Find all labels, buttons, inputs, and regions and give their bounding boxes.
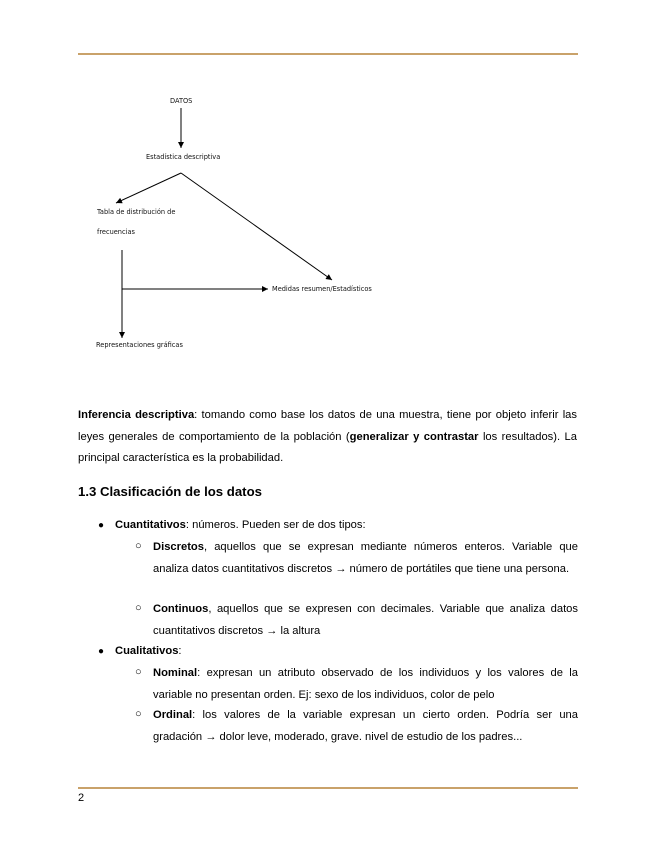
inferencia-term: Inferencia descriptiva: [78, 409, 195, 421]
label-datos: DATOS: [170, 97, 193, 105]
section-title: 1.3 Clasificación de los datos: [78, 484, 262, 499]
circle-bullet-icon: ○: [135, 602, 142, 614]
list-item-nominal: ○ Nominal: expresan un atributo observado de los individuos y los valores de la variable no presentan orden. Ej: sexo de los individuos, color de pelo: [135, 663, 578, 706]
arrow-to-medidas: [181, 173, 332, 280]
label-tabla-line2: frecuencias: [97, 228, 135, 236]
label-representaciones: Representaciones gráficas: [96, 341, 183, 349]
flow-diagram: [0, 0, 655, 380]
list-item-ordinal: ○ Ordinal: los valores de la variable expresan un cierto orden. Podría ser una gradación → dolor leve, moderado, grave. nivel de estudio de los padres...: [135, 705, 578, 748]
circle-bullet-icon: ○: [135, 540, 142, 552]
list-item-continuos: ○ Continuos, aquellos que se expresen con decimales. Variable que analiza datos cuantitativos discretos → la altura: [135, 599, 578, 642]
label-tabla-line1: Tabla de distribución de: [97, 208, 176, 216]
inferencia-paragraph: Inferencia descriptiva: tomando como base los datos de una muestra, tiene por objeto inferir las leyes generales de comportamiento de la población (generalizar y contrastar los resultados). La principal característica es la probabilidad.: [78, 409, 577, 465]
page-number: 2: [78, 792, 85, 804]
label-medidas: Medidas resumen/Estadísticos: [272, 285, 372, 293]
list-item-discretos: ○ Discretos, aquellos que se expresan mediante números enteros. Variable que analiza datos cuantitativos discretos → número de portátiles que tiene una persona.: [135, 537, 578, 580]
bullet-icon: ●: [98, 646, 105, 657]
circle-bullet-icon: ○: [135, 666, 142, 678]
arrow-to-tabla: [116, 173, 181, 203]
footer-rule: [78, 787, 578, 789]
diagram-arrows: [0, 0, 655, 380]
circle-bullet-icon: ○: [135, 708, 142, 720]
label-estadistica-descriptiva: Estadística descriptiva: [146, 153, 221, 161]
bullet-icon: ●: [98, 520, 105, 531]
